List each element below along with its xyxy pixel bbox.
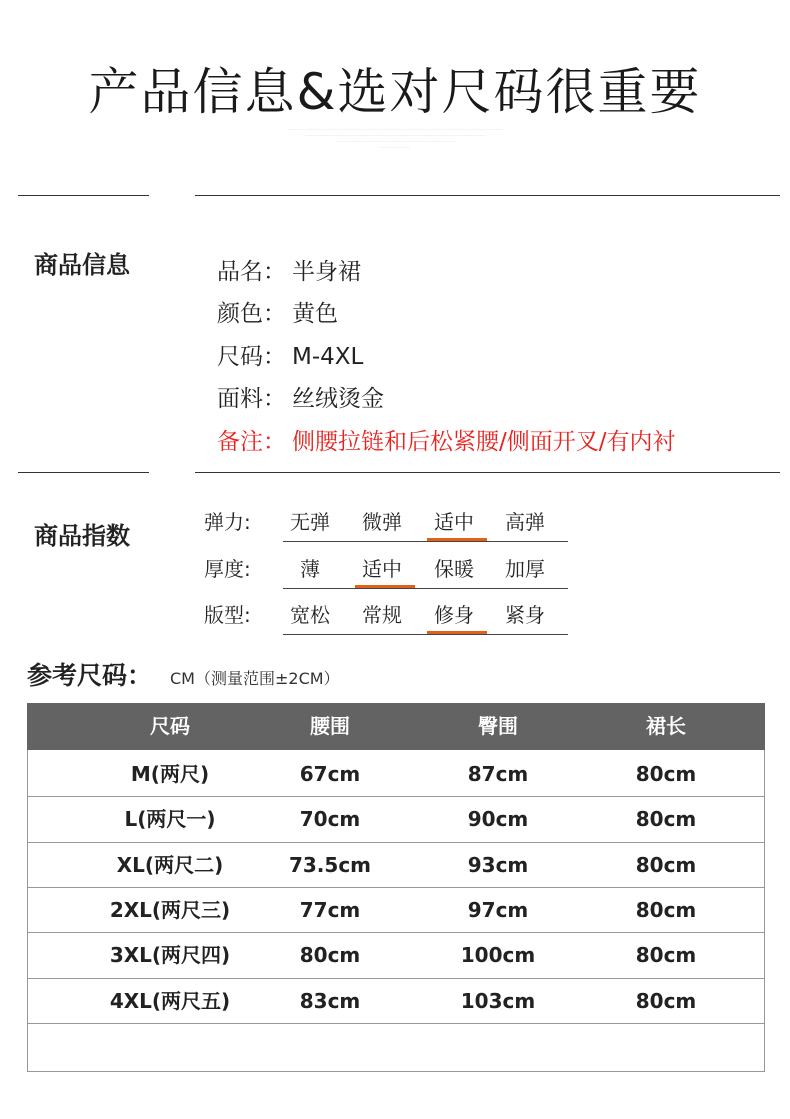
table-cell: 80cm	[635, 762, 697, 786]
index-option-selected: 修身	[434, 603, 474, 627]
table-cell: 103cm	[460, 988, 536, 1013]
fine-print-decoration: ·······························	[380, 145, 410, 149]
info-row-note	[217, 423, 676, 456]
table-cell: 97cm	[467, 897, 529, 922]
table-row-line	[27, 1023, 765, 1024]
table-cell: 80cm	[635, 852, 697, 877]
divider	[18, 472, 149, 473]
index-option: 高弹	[505, 510, 545, 534]
table-cell: 80cm	[635, 988, 697, 1013]
table-cell: 77cm	[299, 897, 361, 922]
table-header-cell: 尺码	[150, 714, 190, 738]
index-label: 弹力:	[204, 510, 251, 534]
table-cell: XL(两尺二)	[116, 852, 224, 877]
table-cell: 73.5cm	[288, 852, 372, 877]
info-row-size	[217, 338, 363, 371]
index-option-selected: 适中	[434, 510, 474, 534]
info-value: 丝绒烫金	[292, 386, 384, 412]
index-label: 版型:	[204, 603, 251, 627]
table-header-cell: 臀围	[478, 714, 518, 738]
info-key: 品名：	[217, 259, 286, 285]
info-key: 备注：	[217, 429, 286, 455]
index-option: 常规	[362, 603, 402, 627]
table-cell: 80cm	[635, 807, 697, 832]
table-cell: 87cm	[467, 762, 529, 786]
size-ref-note: CM（测量范围±2CM）	[170, 669, 340, 688]
table-cell: 80cm	[635, 897, 697, 922]
info-key: 颜色：	[217, 301, 286, 327]
index-option: 宽松	[290, 603, 330, 627]
index-option: 微弹	[362, 510, 402, 534]
index-option: 无弹	[290, 510, 330, 534]
index-option: 紧身	[505, 603, 545, 627]
info-value: 侧腰拉链和后松紧腰/侧面开叉/有内衬	[292, 429, 676, 455]
table-cell: 83cm	[299, 988, 361, 1013]
index-row-line	[283, 541, 568, 542]
info-value: 半身裙	[292, 259, 361, 285]
fine-print-decoration: ·····························································································································	[335, 139, 455, 143]
info-value: M-4XL	[292, 344, 364, 370]
info-row-name	[217, 253, 361, 286]
table-cell: 4XL(两尺五)	[109, 988, 231, 1013]
info-key: 尺码：	[217, 344, 286, 370]
divider	[195, 472, 780, 473]
index-option-selected: 适中	[362, 557, 402, 581]
table-header-cell: 腰围	[310, 714, 350, 738]
index-row-line	[283, 588, 568, 589]
index-option: 薄	[300, 557, 320, 581]
table-header-cell: 裙长	[646, 714, 686, 738]
product-index-label: 商品指数	[34, 522, 130, 550]
product-info-label: 商品信息	[34, 251, 130, 279]
table-cell: 2XL(两尺三)	[109, 897, 231, 922]
info-row-color	[217, 295, 338, 328]
index-label: 厚度:	[204, 557, 251, 581]
table-cell: 3XL(两尺四)	[109, 943, 231, 968]
table-cell: 80cm	[299, 943, 361, 968]
page-title: 产品信息&选对尺码很重要	[88, 63, 702, 121]
table-cell: 80cm	[635, 943, 697, 968]
info-key: 面料：	[217, 386, 286, 412]
table-cell: M(两尺)	[130, 762, 210, 786]
divider	[195, 195, 780, 196]
divider	[18, 195, 149, 196]
table-cell: 93cm	[467, 852, 529, 877]
info-value: 黄色	[292, 301, 338, 327]
index-row-line	[283, 634, 568, 635]
info-row-fabric	[217, 380, 384, 413]
fine-print-decoration: ····························································································································································································	[305, 133, 485, 137]
index-option: 加厚	[505, 557, 545, 581]
table-cell: 70cm	[299, 807, 361, 832]
table-cell: 90cm	[467, 807, 529, 832]
table-cell: L(两尺一)	[124, 807, 216, 832]
table-cell: 100cm	[460, 943, 536, 968]
table-cell: 67cm	[299, 762, 361, 786]
size-ref-title: 参考尺码：	[27, 661, 153, 690]
index-option: 保暖	[434, 557, 474, 581]
fine-print-decoration: ···································································································································································································································	[286, 127, 504, 131]
